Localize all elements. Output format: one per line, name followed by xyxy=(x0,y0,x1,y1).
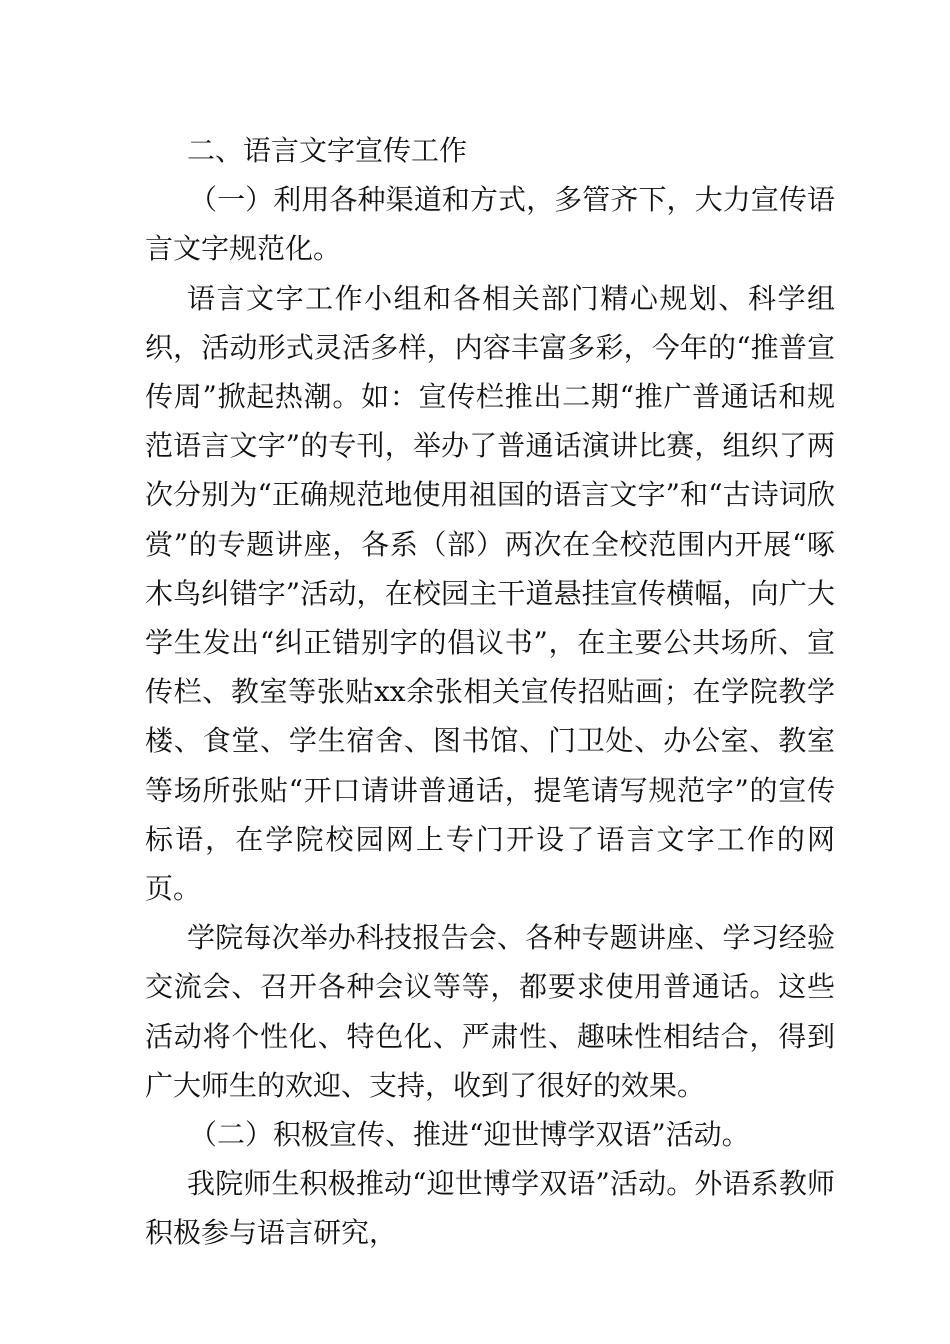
section-heading: 二、语言文字宣传工作 xyxy=(187,134,468,167)
body-paragraph-2: 学院每次举办科技报告会、各种专题讲座、学习经验交流会、召开各种会议等等，都要求使用普通话。这些活动将个性化、特色化、严肃性、趣味性相结合，得到广大师生的欢迎、支持，收到了很好的效果。 xyxy=(145,921,835,1102)
subsection-heading-1: （一）利用各种渠道和方式，多管齐下，大力宣传语言文字规范化。 xyxy=(145,183,835,266)
subsection-heading-2: （二）积极宣传、推进“迎世博学双语”活动。 xyxy=(189,1118,750,1152)
body-paragraph-3: 我院师生积极推动“迎世博学双语”活动。外语系教师积极参与语言研究， xyxy=(145,1167,835,1250)
document-body xyxy=(145,126,835,1258)
body-paragraph-1: 语言文字工作小组和各相关部门精心规划、科学组织，活动形式灵活多样，内容丰富多彩，今年的“推普宣传周”掀起热潮。如：宣传栏推出二期“推广普通话和规范语言文字”的专刊，举办了普通话演讲比赛，组织了两次分别为“正确规范地使用祖国的语言文字”和“古诗词欣赏”的专题讲座，各系（部）两次在全校范围内开展“啄木鸟纠错字”活动，在校园主干道悬挂宣传横幅，向广大学生发出“纠正错别字的倡议书”，在主要公共场所、宣传栏、教室等张贴xx余张相关宣传招贴画；在学院教学楼、食堂、学生宿舍、图书馆、门卫处、办公室、教室等场所张贴“开口请讲普通话，提笔请写规范字”的宣传标语，在学院校园网上专门开设了语言文字工作的网页。 xyxy=(145,281,835,906)
